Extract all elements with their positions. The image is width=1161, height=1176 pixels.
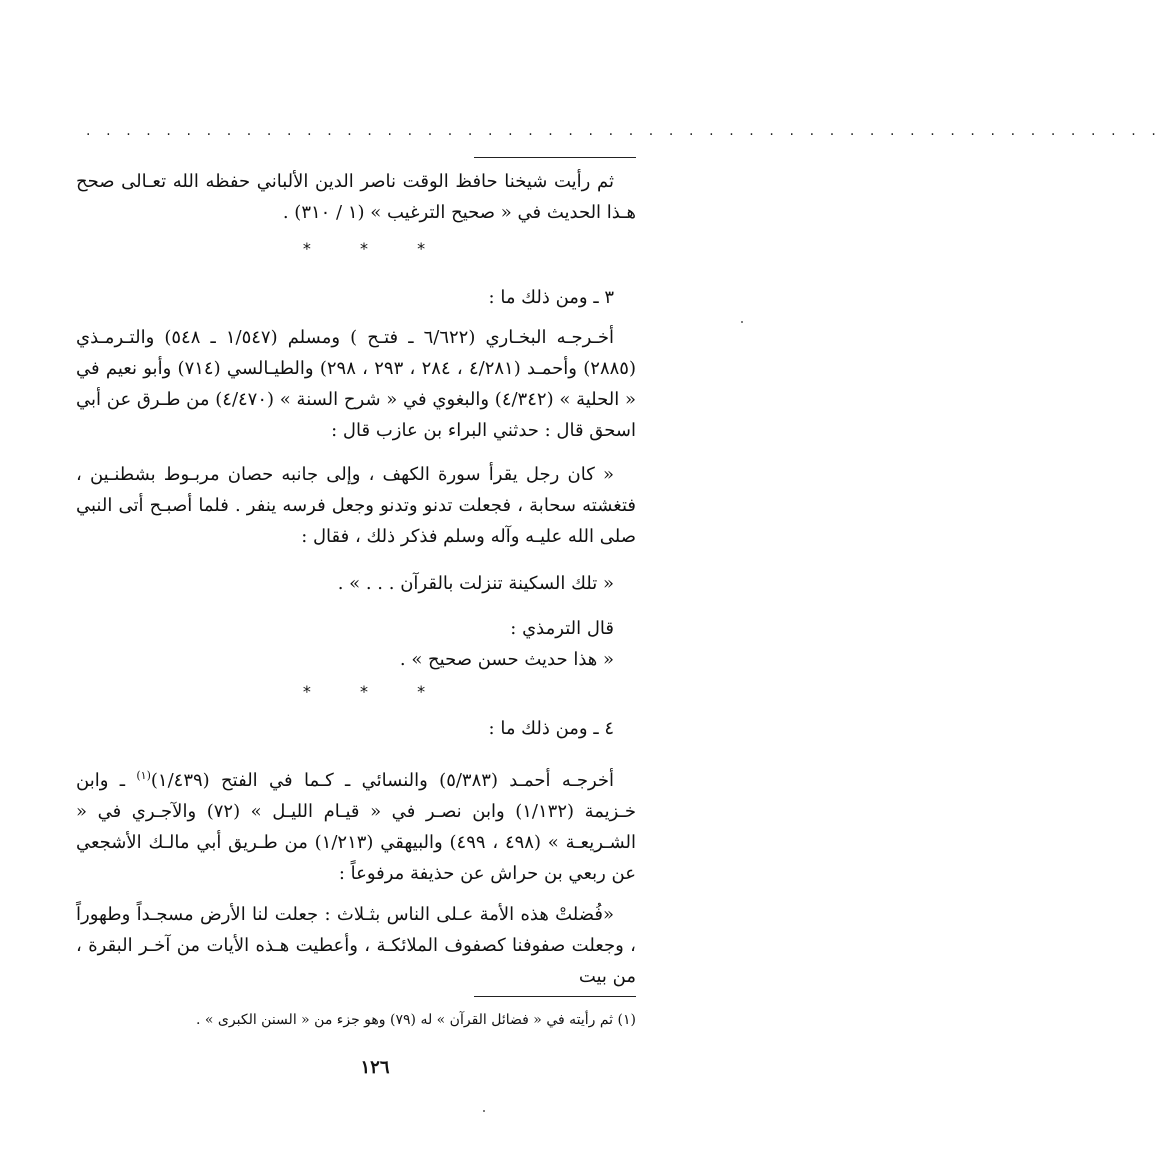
footnote: (١) ثم رأيته في « فضائل القرآن » له (٧٩) وهو جزء من « السنن الكبرى » .: [196, 1012, 636, 1028]
footnote-reference: (١): [136, 769, 151, 782]
scan-speck: [483, 1110, 485, 1112]
footnote-rule: [474, 996, 636, 997]
section-heading-3: ٣ ـ ومن ذلك ما :: [488, 287, 614, 308]
section-heading-4: ٤ ـ ومن ذلك ما :: [488, 718, 614, 739]
paragraph-tirmidhi-grade: « هذا حديث حسن صحيح » .: [399, 649, 614, 670]
paragraph-tirmidhi-label: قال الترمذي :: [510, 618, 614, 639]
paragraph-takhrij-4-rest: ـ وابن خـزيمة (١/١٣٢) وابن نصـر في « قيـام الليـل » (٧٢) والآجـري في « الشـريعـة » (٤٩٨ ، ٤٩٩) والبيهقي (١/٢١٣) من طـريق أبي مالـك الأشجعي عن ربعي بن حراش عن حذيفة مرفوعاً :: [76, 770, 636, 884]
paragraph-takhrij-3: أخـرجـه البخـاري (٦/٦٢٢ ـ فتـح ) ومسلم (١/٥٤٧ ـ ٥٤٨) والتـرمـذي (٢٨٨٥) وأحمـد (٤/٢٨١ ، ٢٨٤ ، ٢٩٣ ، ٢٩٨) والطيـالسي (٧١٤) وأبو نعيم في « الحلية » (٤/٣٤٢) والبغوي في « شرح السنة » (٤/٤٧٠) من طـرق عن أبي اسحق قال : حدثني البراء بن عازب قال :: [76, 327, 636, 441]
section-divider-stars-2: * * *: [302, 682, 448, 701]
section-divider-stars: * * *: [302, 239, 448, 258]
paragraph-takhrij-4: [76, 760, 636, 889]
page-number: ١٢٦: [360, 1057, 390, 1078]
dotted-separator: . . . . . . . . . . . . . . . . . . . . . . . . . . . . . . . . . . . . . . . . . . . . . . . . . . . . . .: [86, 123, 1161, 139]
top-rule: [474, 157, 636, 158]
scan-speck: [741, 321, 743, 323]
paragraph-albani-note: ثم رأيت شيخنا حافظ الوقت ناصر الدين الألباني حفظه الله تعـالى صحح هـذا الحديث في « صحيح الترغيب » (١ / ٣١٠) .: [76, 171, 636, 223]
paragraph-hadith-4: «فُضلتْ هذه الأمة عـلى الناس بثـلاث : جعلت لنا الأرض مسجـداً وطهوراً ، وجعلت صفوفنا كصفوف الملائكـة ، وأعطيت هـذه الأيات من آخـر البقرة ، من بيت: [76, 904, 636, 987]
paragraph-takhrij-4-start: أخرجـه أحمـد (٥/٣٨٣) والنسائي ـ كـما في الفتح (١/٤٣٩): [150, 770, 615, 791]
paragraph-hadith-3-quote: « تلك السكينة تنزلت بالقرآن . . . » .: [337, 573, 614, 594]
paragraph-hadith-3: « كان رجل يقرأ سورة الكهف ، وإلى جانبه حصان مربـوط بشطنـين ، فتغشته سحابة ، فجعلت تدنو وتدنو وجعل فرسه ينفر . فلما أصبـح أتى النبي صلى الله عليـه وآله وسلم فذكر ذلك ، فقال :: [76, 464, 636, 547]
